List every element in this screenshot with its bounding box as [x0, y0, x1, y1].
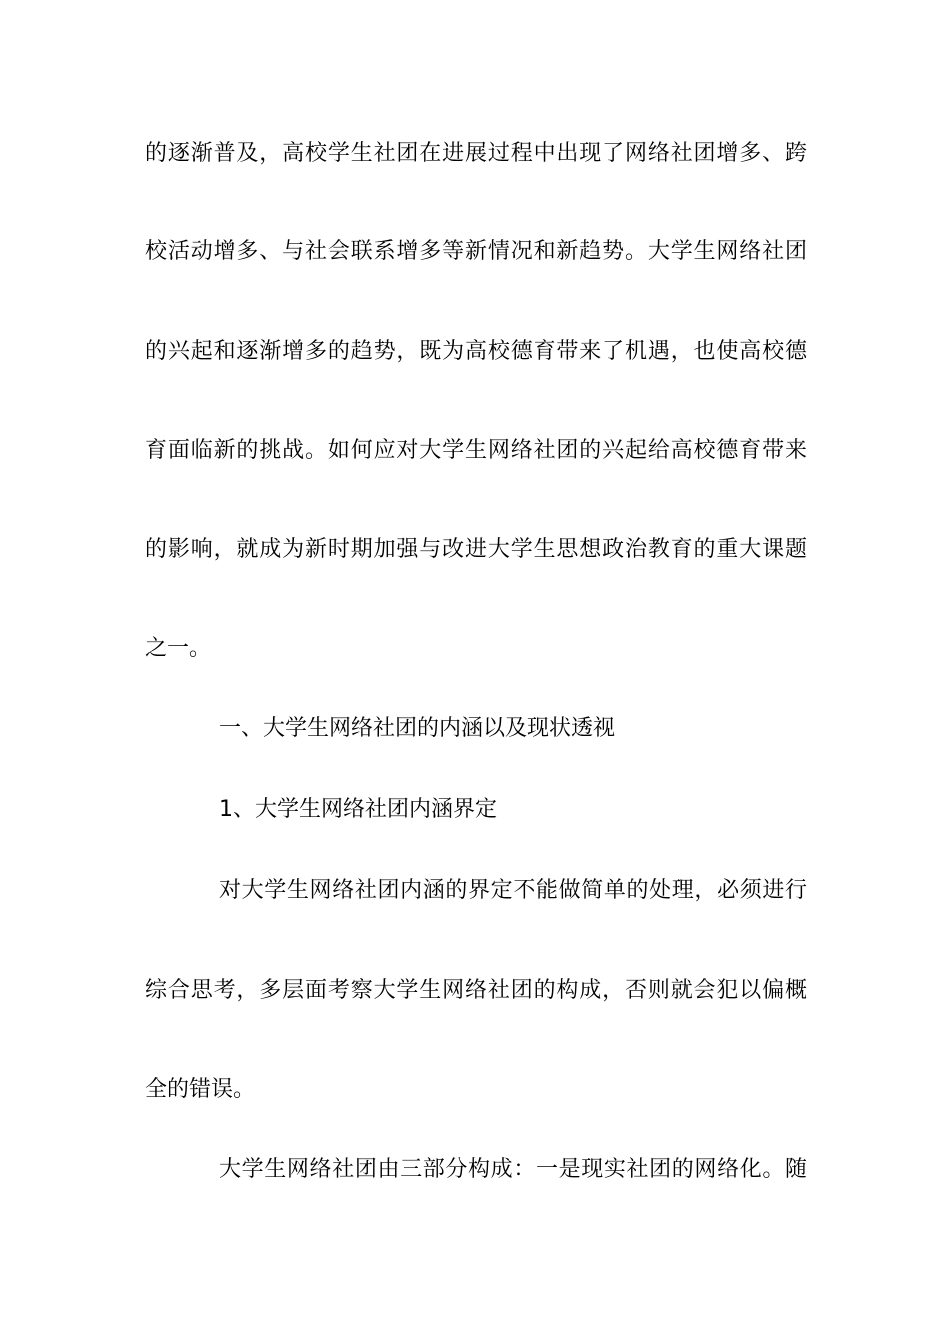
paragraph-line-3: 的兴起和逐渐增多的趋势，既为高校德育带来了机遇，也使高校德 — [145, 339, 807, 364]
paragraph2-line-2: 综合思考，多层面考察大学生网络社团的构成，否则就会犯以偏概 — [145, 978, 807, 1003]
paragraph2-line-3: 全的错误。 — [145, 1077, 256, 1102]
paragraph2-line-1: 对大学生网络社团内涵的界定不能做简单的处理，必须进行 — [219, 878, 807, 903]
paragraph-line-1: 的逐渐普及，高校学生社团在进展过程中出现了网络社团增多、跨 — [145, 141, 807, 166]
subsection-heading: 1、大学生网络社团内涵界定 — [219, 797, 497, 822]
paragraph-line-2: 校活动增多、与社会联系增多等新情况和新趋势。大学生网络社团 — [145, 239, 807, 264]
paragraph3-line-1: 大学生网络社团由三部分构成：一是现实社团的网络化。随 — [219, 1157, 807, 1182]
section-heading: 一、大学生网络社团的内涵以及现状透视 — [219, 716, 616, 741]
paragraph-line-4: 育面临新的挑战。如何应对大学生网络社团的兴起给高校德育带来 — [145, 438, 807, 463]
paragraph-line-5: 的影响，就成为新时期加强与改进大学生思想政治教育的重大课题 — [145, 537, 807, 562]
paragraph-line-6: 之一。 — [145, 636, 212, 661]
